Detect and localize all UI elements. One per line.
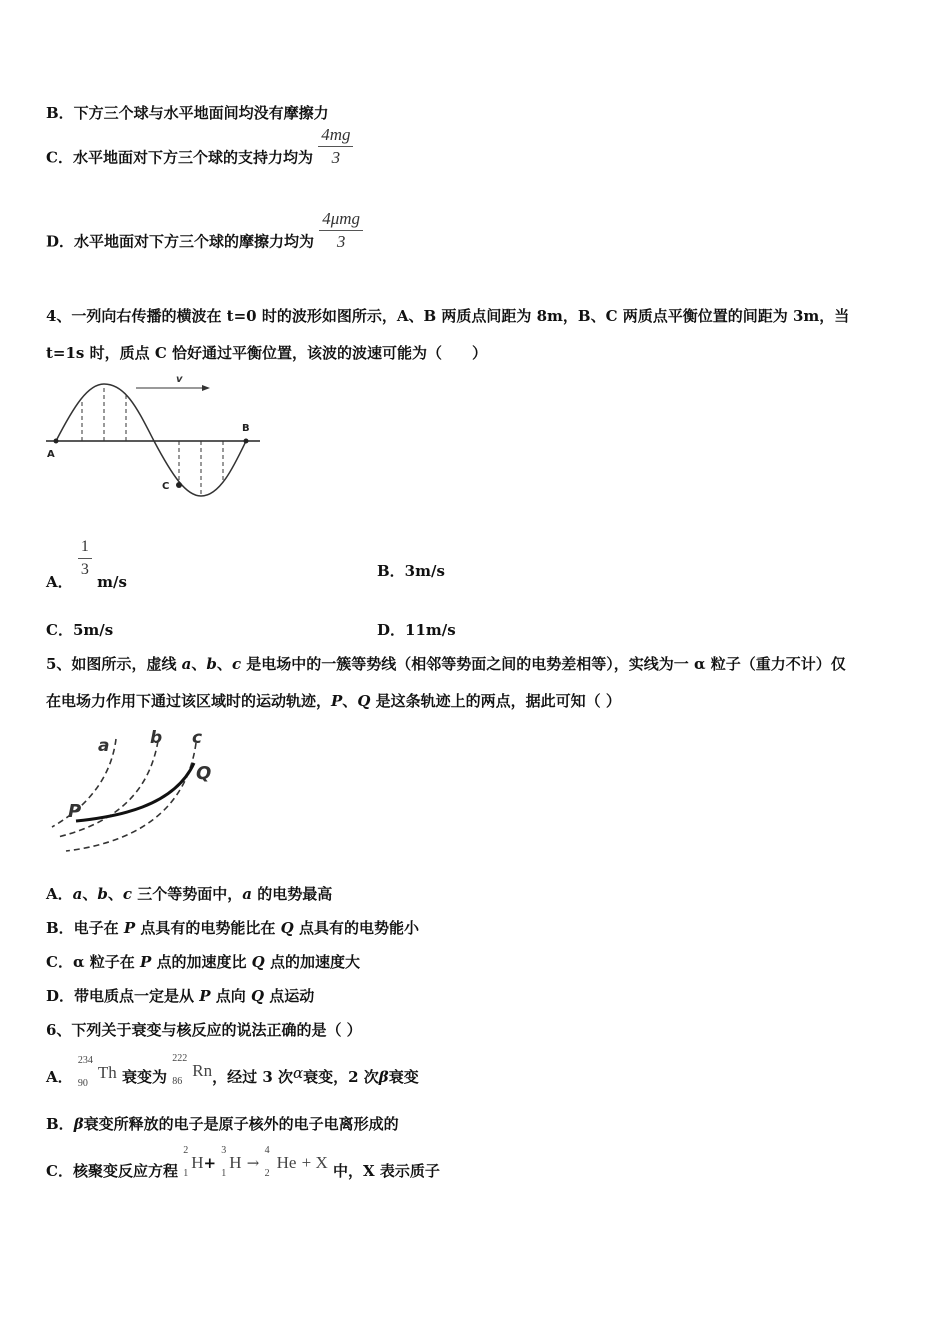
q3-option-d: [46, 209, 363, 265]
mass-number: 234: [77, 1055, 93, 1066]
label-p: P: [68, 801, 82, 822]
q5-option-a: [46, 883, 332, 904]
q3-option-c-fraction: [318, 124, 353, 169]
alpha-symbol: α: [292, 1064, 304, 1082]
q5-stem-text: 是电场中的一簇等势线（相邻等势面之间的电势差相等），实线为一 α 粒子（重力不计）仅: [241, 655, 846, 673]
product-x: + X: [301, 1153, 328, 1172]
q3-option-d-text: D．水平地面对下方三个球的摩擦力均为: [46, 232, 315, 251]
q4-option-a: [46, 536, 127, 591]
q4-option-a-label: A．: [46, 572, 73, 591]
option-text: 点具有的电势能比在: [135, 919, 281, 937]
deuterium-isotope: [183, 1145, 204, 1179]
option-text: 点向: [210, 987, 251, 1005]
mass-number: 2: [183, 1145, 189, 1156]
mass-number: 222: [172, 1053, 188, 1064]
element-symbol: He: [276, 1153, 297, 1172]
atomic-number: 86: [172, 1076, 183, 1087]
var-c: c: [231, 655, 242, 673]
velocity-arrow-head: [202, 385, 210, 391]
q3-option-c-text: C．水平地面对下方三个球的支持力均为: [46, 148, 313, 167]
fraction-numerator: 1: [78, 536, 92, 559]
q4-stem-line2: t=1s 时，质点 C 恰好通过平衡位置，该波的波速可能为（ ）: [46, 344, 487, 362]
option-text: 点运动: [264, 987, 315, 1005]
option-text: C．α 粒子在: [46, 953, 140, 971]
var-q: Q: [251, 953, 265, 971]
label-c: C: [162, 481, 170, 492]
wave-curve: [56, 384, 246, 496]
q4-option-b: B．3m/s: [377, 562, 445, 580]
option-text: B．电子在: [46, 919, 124, 937]
separator: 、: [342, 692, 358, 710]
var-p: P: [331, 692, 343, 710]
option-text: ，经过 3 次: [212, 1068, 293, 1086]
option-label: C．核聚变反应方程: [46, 1162, 178, 1180]
option-text: 的电势最高: [252, 885, 333, 903]
option-text: 点的加速度大: [264, 953, 360, 971]
particle-trajectory: [76, 763, 194, 821]
label-a: a: [98, 736, 110, 756]
q5-stem-text: 5、如图所示，虚线: [46, 655, 182, 673]
option-text: D．带电质点一定是从: [46, 987, 200, 1005]
thorium-isotope: [77, 1055, 117, 1089]
q4-stem-line1: 4、一列向右传播的横波在 t=0 时的波形如图所示，A、B 两质点间距为 8m，B、C 两质点平衡位置的间距为 3m，当: [46, 307, 850, 325]
tritium-isotope: [221, 1145, 242, 1179]
option-text: 点的加速度比: [151, 953, 252, 971]
option-label: A．: [46, 885, 73, 903]
option-text: 衰变: [388, 1068, 419, 1086]
q6-option-b: [46, 1113, 399, 1134]
q6-option-a: [46, 1053, 419, 1089]
element-symbol: H: [229, 1153, 242, 1172]
q4-option-c: C．5m/s: [46, 621, 114, 639]
var-b: b: [206, 655, 217, 673]
atomic-number: 2: [264, 1168, 270, 1179]
q5-option-b: [46, 917, 419, 938]
label-a: A: [47, 449, 55, 460]
var-q: Q: [250, 987, 265, 1005]
atomic-number: 1: [183, 1168, 189, 1179]
var-q: Q: [357, 692, 371, 710]
var-a: a: [242, 885, 253, 903]
separator: 、: [191, 655, 207, 673]
q3-option-c: [46, 125, 353, 181]
option-text: 衰变，2 次: [303, 1068, 379, 1086]
var-q: Q: [280, 919, 294, 937]
var-p: P: [139, 953, 152, 971]
plus-sign: +: [203, 1154, 217, 1172]
fraction-denominator: 3: [80, 561, 89, 578]
q6-option-c: [46, 1145, 440, 1181]
helium-isotope: [264, 1145, 297, 1179]
q6-stem: 6、下列关于衰变与核反应的说法正确的是（ ）: [46, 1021, 362, 1039]
var-p: P: [199, 987, 211, 1005]
option-label: A．: [46, 1068, 73, 1086]
var-c: c: [122, 885, 133, 903]
option-label: B．: [46, 1115, 74, 1133]
fraction-numerator: 4mg: [318, 124, 353, 147]
point-b: [244, 439, 249, 444]
q4-option-a-fraction: [78, 536, 92, 581]
point-c: [176, 482, 182, 488]
var-a: a: [72, 885, 83, 903]
element-symbol: Th: [97, 1063, 117, 1082]
q5-option-d: [46, 985, 314, 1006]
separator: 、: [82, 885, 98, 903]
beta-symbol: β: [73, 1115, 84, 1133]
fraction-numerator: 4μmg: [319, 208, 363, 231]
beta-symbol: β: [378, 1068, 389, 1086]
q5-stem-text: 是这条轨迹上的两点，据此可知（ ）: [370, 692, 621, 710]
option-text: 三个等势面中，: [132, 885, 243, 903]
option-text: 衰变所释放的电子是原子核外的电子电离形成的: [83, 1115, 399, 1133]
separator: 、: [107, 885, 123, 903]
q4-option-d: D．11m/s: [377, 621, 456, 639]
label-b: B: [242, 423, 250, 434]
label-b: b: [150, 728, 163, 748]
reaction-arrow: →: [246, 1154, 260, 1172]
var-a: a: [181, 655, 192, 673]
point-a: [54, 439, 59, 444]
label-c: c: [192, 728, 203, 748]
atomic-number: 1: [221, 1168, 227, 1179]
option-text: 点具有的电势能小: [293, 919, 419, 937]
q5-stem-text: 在电场力作用下通过该区域时的运动轨迹，: [46, 692, 332, 710]
q5-option-c: [46, 951, 360, 972]
q4-option-a-unit: m/s: [97, 572, 127, 591]
q3-option-d-fraction: [319, 208, 363, 253]
radon-isotope: [172, 1053, 213, 1087]
mass-number: 3: [221, 1145, 227, 1156]
atomic-number: 90: [77, 1078, 88, 1089]
separator: 、: [216, 655, 232, 673]
mass-number: 4: [264, 1145, 270, 1156]
velocity-label: v: [176, 374, 183, 385]
element-symbol: Rn: [192, 1061, 213, 1080]
q4-wave-figure: [44, 370, 264, 505]
var-b: b: [97, 885, 108, 903]
option-text: 中，X 表示质子: [333, 1162, 440, 1180]
fraction-denominator: 3: [336, 232, 346, 251]
q3-option-b: B．下方三个球与水平地面间均没有摩擦力: [46, 104, 329, 122]
q5-stem-line2: [46, 690, 621, 711]
fraction-denominator: 3: [331, 148, 341, 167]
option-text: 衰变为: [122, 1068, 168, 1086]
label-q: Q: [196, 763, 212, 784]
element-symbol: H: [191, 1153, 204, 1172]
var-p: P: [123, 919, 136, 937]
q5-equipotential-figure: [46, 725, 226, 860]
q5-stem-line1: [46, 653, 846, 674]
